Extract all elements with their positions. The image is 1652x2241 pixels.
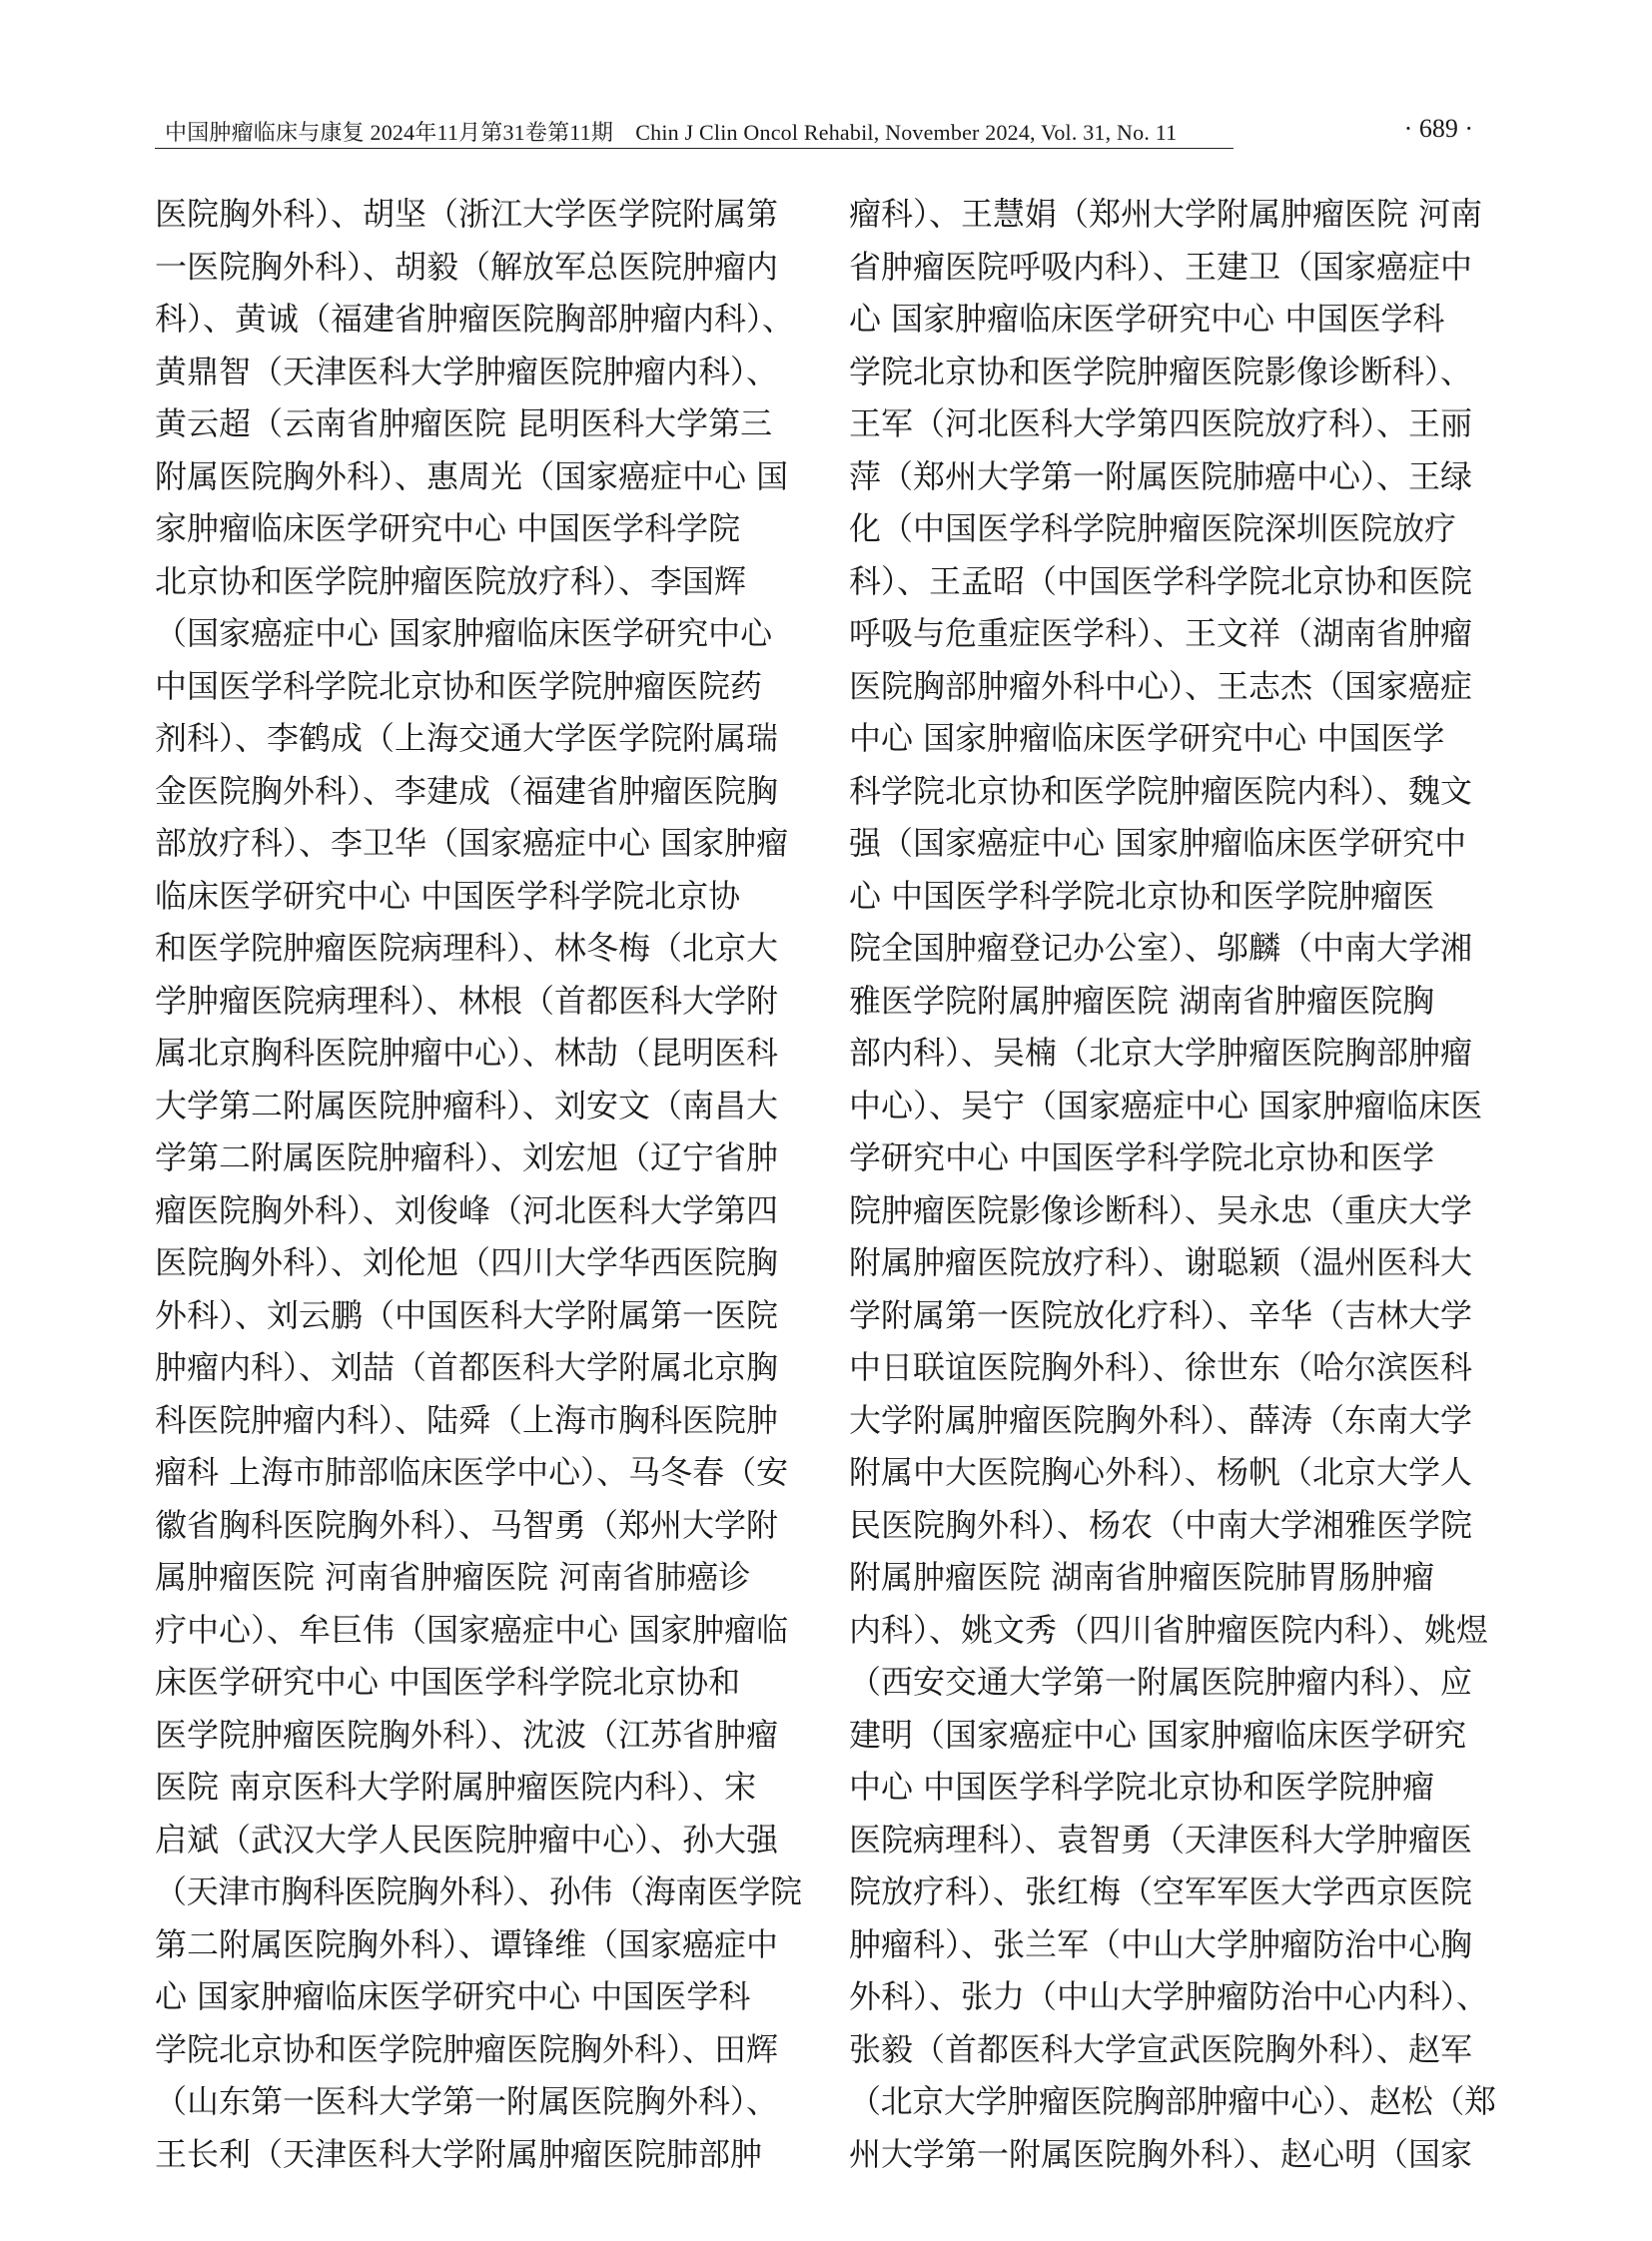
text-line: （天津市胸科医院胸外科）、孙伟（海南医学院 [155, 1872, 802, 1910]
text-line: 黄云超（云南省肿瘤医院 昆明医科大学第三 [155, 404, 773, 442]
text-line: 院肿瘤医院影像诊断科）、吴永忠（重庆大学 [849, 1190, 1473, 1229]
text-line: 金医院胸外科）、李建成（福建省肿瘤医院胸 [155, 771, 779, 810]
right-text-column [849, 188, 1496, 2180]
text-line: 学院北京协和医学院肿瘤医院影像诊断科）、 [849, 352, 1473, 390]
text-line: 院放疗科）、张红梅（空军军医大学西京医院 [849, 1872, 1473, 1910]
text-line: 中国医学科学院北京协和医学院肿瘤医院药 [155, 666, 763, 705]
running-header [155, 112, 1493, 152]
text-line: 科）、王孟昭（中国医学科学院北京协和医院 [849, 561, 1473, 600]
text-line: 医院胸外科）、刘伦旭（四川大学华西医院胸 [155, 1243, 779, 1281]
text-line: 剂科）、李鹤成（上海交通大学医学院附属瑞 [155, 719, 779, 757]
text-line: 肿瘤科）、张兰军（中山大学肿瘤防治中心胸 [849, 1924, 1473, 1963]
text-line: 王军（河北医科大学第四医院放疗科）、王丽 [849, 404, 1473, 442]
text-line: 内科）、姚文秀（四川省肿瘤医院内科）、姚煜 [849, 1610, 1489, 1649]
text-line: 床医学研究中心 中国医学科学院北京协和 [155, 1663, 741, 1701]
text-line: 北京协和医学院肿瘤医院放疗科）、李国辉 [155, 561, 747, 600]
text-line: （山东第一医科大学第一附属医院胸外科）、 [155, 2082, 779, 2120]
text-line: 瘤科 上海市肺部临床医学中心）、马冬春（安 [155, 1453, 789, 1491]
text-line: 附属肿瘤医院放疗科）、谢聪颖（温州医科大 [849, 1243, 1473, 1281]
text-line: （北京大学肿瘤医院胸部肿瘤中心）、赵松（郑 [849, 2082, 1496, 2120]
text-line: 院全国肿瘤登记办公室）、邬麟（中南大学湘 [849, 929, 1473, 967]
text-line: 临床医学研究中心 中国医学科学院北京协 [155, 876, 741, 915]
text-line: 心 国家肿瘤临床医学研究中心 中国医学科 [849, 300, 1445, 338]
text-line: 科）、黄诚（福建省肿瘤医院胸部肿瘤内科）、 [155, 300, 795, 338]
text-line: 启斌（武汉大学人民医院肿瘤中心）、孙大强 [155, 1820, 779, 1859]
text-line: （西安交通大学第一附属医院肿瘤内科）、应 [849, 1663, 1473, 1701]
text-line: 附属医院胸外科）、惠周光（国家癌症中心 国 [155, 456, 789, 495]
text-line: 和医学院肿瘤医院病理科）、林冬梅（北京大 [155, 929, 779, 967]
header-rule [155, 148, 1234, 149]
text-line: 外科）、刘云鹏（中国医科大学附属第一医院 [155, 1295, 779, 1334]
text-line: 化（中国医学科学院肿瘤医院深圳医院放疗 [849, 509, 1457, 547]
text-line: 建明（国家癌症中心 国家肿瘤临床医学研究 [849, 1715, 1467, 1754]
text-line: 疗中心）、牟巨伟（国家癌症中心 国家肿瘤临 [155, 1610, 789, 1649]
text-line: 学附属第一医院放化疗科）、辛华（吉林大学 [849, 1295, 1473, 1334]
text-line: 王长利（天津医科大学附属肿瘤医院肺部肿 [155, 2134, 763, 2173]
left-text-column [155, 188, 802, 2180]
journal-header-line: 中国肿瘤临床与康复 2024年11月第31卷第11期 Chin J Clin Oncol Rehabil, November 2024, Vol. 31, No. 11 [165, 120, 1178, 145]
text-line: 科学院北京协和医学院肿瘤医院内科）、魏文 [849, 771, 1473, 810]
text-line: 学院北京协和医学院肿瘤医院胸外科）、田辉 [155, 2029, 779, 2068]
text-line: 部放疗科）、李卫华（国家癌症中心 国家肿瘤 [155, 824, 789, 862]
text-line: 大学第二附属医院肿瘤科）、刘安文（南昌大 [155, 1086, 779, 1124]
text-line: 瘤科）、王慧娟（郑州大学附属肿瘤医院 河南 [849, 195, 1483, 233]
text-line: 一医院胸外科）、胡毅（解放军总医院肿瘤内 [155, 247, 779, 286]
text-line: 省肿瘤医院呼吸内科）、王建卫（国家癌症中 [849, 247, 1473, 286]
text-line: 医院病理科）、袁智勇（天津医科大学肿瘤医 [849, 1820, 1473, 1859]
text-line: 瘤医院胸外科）、刘俊峰（河北医科大学第四 [155, 1190, 779, 1229]
text-line: 州大学第一附属医院胸外科）、赵心明（国家 [849, 2134, 1473, 2173]
text-line: 萍（郑州大学第一附属医院肺癌中心）、王绿 [849, 456, 1473, 495]
text-line: 学研究中心 中国医学科学院北京协和医学 [849, 1138, 1435, 1176]
text-line: 附属中大医院胸心外科）、杨帆（北京大学人 [849, 1453, 1473, 1491]
text-line: 徽省胸科医院胸外科）、马智勇（郑州大学附 [155, 1505, 779, 1544]
text-line: 医院胸外科）、胡坚（浙江大学医学院附属第 [155, 195, 779, 233]
text-line: 雅医学院附属肿瘤医院 湖南省肿瘤医院胸 [849, 981, 1435, 1020]
text-line: 肿瘤内科）、刘喆（首都医科大学附属北京胸 [155, 1348, 779, 1386]
text-line: 张毅（首都医科大学宣武医院胸外科）、赵军 [849, 2029, 1473, 2068]
text-line: 医学院肿瘤医院胸外科）、沈波（江苏省肿瘤 [155, 1715, 779, 1754]
text-line: 医院 南京医科大学附属肿瘤医院内科）、宋 [155, 1768, 757, 1806]
text-line: 属北京胸科医院肿瘤中心）、林劼（昆明医科 [155, 1034, 779, 1072]
text-line: 中心 国家肿瘤临床医学研究中心 中国医学 [849, 719, 1445, 757]
text-line: 强（国家癌症中心 国家肿瘤临床医学研究中 [849, 824, 1467, 862]
text-line: 第二附属医院胸外科）、谭锋维（国家癌症中 [155, 1924, 779, 1963]
text-line: 学肿瘤医院病理科）、林根（首都医科大学附 [155, 981, 779, 1020]
text-line: （国家癌症中心 国家肿瘤临床医学研究中心 [155, 614, 773, 652]
text-line: 中心 中国医学科学院北京协和医学院肿瘤 [849, 1768, 1435, 1806]
text-line: 呼吸与危重症医学科）、王文祥（湖南省肿瘤 [849, 614, 1473, 652]
text-line: 大学附属肿瘤医院胸外科）、薛涛（东南大学 [849, 1400, 1473, 1439]
text-line: 属肿瘤医院 河南省肿瘤医院 河南省肺癌诊 [155, 1558, 751, 1596]
text-line: 附属肿瘤医院 湖南省肿瘤医院肺胃肠肿瘤 [849, 1558, 1435, 1596]
text-line: 科医院肿瘤内科）、陆舜（上海市胸科医院肿 [155, 1400, 779, 1439]
text-line: 部内科）、吴楠（北京大学肿瘤医院胸部肿瘤 [849, 1034, 1473, 1072]
text-line: 心 中国医学科学院北京协和医学院肿瘤医 [849, 876, 1435, 915]
text-line: 家肿瘤临床医学研究中心 中国医学科学院 [155, 509, 741, 547]
text-line: 中日联谊医院胸外科）、徐世东（哈尔滨医科 [849, 1348, 1473, 1386]
text-line: 心 国家肿瘤临床医学研究中心 中国医学科 [155, 1977, 751, 2015]
text-line: 医院胸部肿瘤外科中心）、王志杰（国家癌症 [849, 666, 1473, 705]
page-number: · 689 · [1403, 114, 1473, 143]
text-line: 黄鼎智（天津医科大学肿瘤医院肿瘤内科）、 [155, 352, 779, 390]
text-line: 中心）、吴宁（国家癌症中心 国家肿瘤临床医 [849, 1086, 1483, 1124]
text-line: 学第二附属医院肿瘤科）、刘宏旭（辽宁省肿 [155, 1138, 779, 1176]
text-line: 外科）、张力（中山大学肿瘤防治中心内科）、 [849, 1977, 1489, 2015]
text-line: 民医院胸外科）、杨农（中南大学湘雅医学院 [849, 1505, 1473, 1544]
